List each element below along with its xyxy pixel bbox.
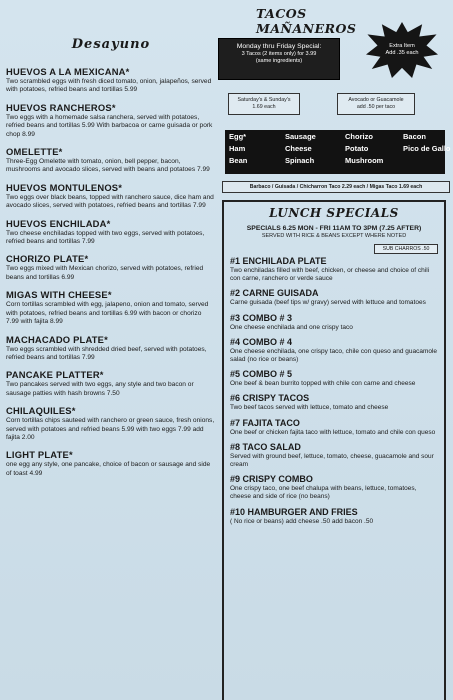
lunch-item: [230, 418, 438, 437]
breakfast-item-desc: one egg any style, one pancake, choice of bacon or sausage and side of toast 4.99: [6, 461, 211, 477]
breakfast-item: [6, 449, 216, 478]
ingredient-label: Bacon: [403, 132, 426, 141]
breakfast-item-desc: Two pancakes served with two eggs, any style and two bacon or sausage patties with hash browns 7.50: [6, 381, 194, 397]
breakfast-item-name: MACHACADO PLATE*: [6, 333, 108, 345]
tacos-title: TACOS MAÑANEROS: [256, 6, 357, 36]
lunch-item-name: #8 TACO SALAD: [230, 441, 301, 452]
lunch-item-name: #10 HAMBURGER AND FRIES: [230, 506, 358, 517]
lunch-item-name: #5 COMBO # 5: [230, 369, 293, 380]
lunch-item-desc: One cheese enchilada, one crispy taco, chile con queso and guacamole salad (no rice or beans): [230, 347, 438, 364]
extra-item-line1: Extra Item: [389, 43, 415, 49]
breakfast-item-desc: Three-Egg Omelette with tomato, onion, bell pepper, bacon, mushrooms and avocado slices, served with beans and potatoes 7.99: [6, 158, 210, 174]
lunch-item: [230, 369, 438, 388]
breakfast-item-name: LIGHT PLATE*: [6, 449, 73, 461]
lunch-item-name: #4 COMBO # 4: [230, 336, 293, 347]
breakfast-item-desc: Two eggs over black beans, topped with ranchero sauce, dice ham and avocado slices, served with potatoes, refried beans and tortillas 7.99: [6, 193, 214, 210]
lunch-item-desc: Served with ground beef, lettuce, tomato, cheese, guacamole and sour cream: [230, 452, 434, 469]
ingredient-label: Chorizo: [345, 132, 373, 141]
lunch-item: [230, 256, 438, 283]
breakfast-item: [6, 218, 216, 247]
breakfast-item: [6, 334, 216, 363]
breakfast-item-name: OMELETTE*: [6, 146, 63, 158]
ingredient-label: Mushroom: [345, 156, 384, 165]
breakfast-item-desc: Corn tortillas chips sauteed with ranchero or green sauce, fresh onions, served with potatoes and refried beans 5.99 with two eggs 7.99 add fajita 2.00: [6, 417, 215, 441]
breakfast-item-desc: Corn tortillas scrambled with egg, jalapeno, onion and tomato, served with potatoes, refried beans and tortillas 6.99 with bacon or chorizo 7.99 with fajita 8.99: [6, 301, 209, 326]
lunch-item-desc: One crispy taco, one beef chalupa with beans, lettuce, tomatoes, cheese and side of rice (no beans): [230, 485, 417, 501]
weekend-line2: 1.69 each: [252, 103, 276, 110]
breakfast-item: [6, 253, 216, 282]
breakfast-item-name: CHORIZO PLATE*: [6, 253, 89, 265]
weekend-line1: Saturday's & Sunday's: [237, 97, 291, 103]
breakfast-item-desc: Two eggs with a homemade salsa ranchera, served with potatoes, refried beans and tortillas 5.99 With barbacoa or carne guisada or pork chop 8.99: [6, 113, 213, 138]
lunch-item: [230, 313, 438, 332]
ingredient-label: Egg*: [229, 132, 247, 141]
weekday-special-banner: [218, 38, 340, 80]
breakfast-item: [6, 146, 216, 175]
avocado-line2: add .50 per taco: [356, 103, 396, 110]
breakfast-item-name: HUEVOS RANCHEROS*: [6, 101, 116, 113]
breakfast-item-name: MIGAS WITH CHEESE*: [6, 289, 112, 301]
breakfast-item-desc: Two eggs scrambled with shredded dried beef, served with potatoes, refried beans and tortillas 7.99: [6, 345, 207, 361]
lunch-item: [230, 337, 438, 364]
ingredient-label: Sausage: [285, 132, 316, 141]
lunch-specials-box: [222, 200, 446, 700]
lunch-item-name: #3 COMBO # 3: [230, 312, 293, 323]
lunch-list: [230, 256, 438, 526]
lunch-item-desc: Two beef tacos served with lettuce, tomato and cheese: [230, 404, 389, 412]
breakfast-item: [6, 182, 216, 211]
breakfast-column: [6, 0, 216, 485]
lunch-item-desc: Two enchiladas filled with beef, chicken, or cheese and choice of chili con carne, ranchero or verde sauce: [230, 267, 430, 283]
lunch-item-name: #9 CRISPY COMBO: [230, 474, 313, 485]
ingredient-label: Pico de Gallo: [403, 144, 451, 153]
ingredient-label: Cheese: [285, 144, 312, 153]
breakfast-item-desc: Two eggs mixed with Mexican chorizo, served with potatoes, refried beans and tortillas 6.99: [6, 265, 204, 281]
avocado-line1: Avocado or Guacamole: [348, 97, 404, 103]
lunch-item: [230, 442, 438, 469]
breakfast-item: [6, 66, 216, 95]
breakfast-item-name: HUEVOS MONTULENOS*: [6, 181, 123, 193]
lunch-item-desc: One beef or chicken fajita taco with lettuce, tomato and chile con queso: [230, 428, 436, 436]
taco-prices-strip: Barbaco / Guisada / Chicharron Taco 2.29 each / Migas Taco 1.69 each: [222, 181, 450, 193]
breakfast-item-name: PANCAKE PLATTER*: [6, 369, 104, 381]
ingredient-label: Ham: [229, 144, 246, 153]
breakfast-item-name: HUEVOS A LA MEXICANA*: [6, 66, 130, 77]
lunch-served-with: SERVED WITH RICE & BEANS EXCEPT WHERE NOTED: [261, 233, 407, 239]
breakfast-item-desc: Two cheese enchiladas topped with two eggs, served with potatoes, refried beans and tortillas 7.99: [6, 229, 205, 246]
lunch-item-desc: One cheese enchilada and one crispy taco: [230, 323, 353, 331]
lunch-item-desc: Carne guisada (beef tips w/ gravy) served with lettuce and tomatoes: [230, 299, 426, 307]
breakfast-item-name: HUEVOS ENCHILADA*: [6, 217, 111, 229]
weekday-special-line2: 3 Tacos (2 items only) for 3.99: [241, 51, 317, 57]
weekend-price-badge: [228, 93, 300, 115]
ingredient-label: Bean: [229, 156, 248, 165]
breakfast-title: Desayuno: [71, 37, 151, 52]
lunch-item-name: #1 ENCHILADA PLATE: [230, 256, 327, 266]
lunch-item: [230, 474, 438, 501]
taco-ingredients-grid: [225, 130, 451, 174]
avocado-price-badge: [337, 93, 415, 115]
lunch-item-name: #2 CARNE GUISADA: [230, 288, 319, 299]
lunch-item-desc: ( No rice or beans) add cheese .50 add bacon .50: [230, 517, 374, 525]
lunch-item-name: #7 FAJITA TACO: [230, 417, 300, 428]
lunch-item: [230, 393, 438, 412]
breakfast-item: [6, 102, 216, 139]
breakfast-item: [6, 369, 216, 398]
extra-item-text: [366, 43, 438, 57]
lunch-item: [230, 507, 438, 526]
lunch-title: LUNCH SPECIALS: [269, 206, 399, 220]
breakfast-item: [6, 289, 216, 326]
lunch-schedule: SPECIALS 6.25 MON - FRI 11AM TO 3PM (7.25 AFTER): [246, 225, 422, 232]
ingredient-label: Potato: [345, 144, 369, 153]
breakfast-list: [6, 66, 216, 478]
lunch-item: [230, 288, 438, 307]
ingredient-label: Spinach: [285, 156, 315, 165]
weekday-special-line3: (same ingredients): [255, 58, 303, 64]
lunch-item-desc: One beef & bean burrito topped with chile con carne and cheese: [230, 380, 416, 388]
breakfast-item: [6, 405, 216, 442]
breakfast-item-desc: Two scrambled eggs with fresh diced tomato, onion, jalapeños, served with potatoes, refried beans and tortillas 5.99: [6, 78, 212, 94]
extra-item-line2: Add .35 each: [385, 50, 419, 56]
lunch-item-name: #6 CRISPY TACOS: [230, 393, 310, 404]
weekday-special-line1: Monday thru Friday Special:: [236, 43, 322, 50]
sub-charros-badge: SUB CHARROS .50: [374, 244, 438, 254]
breakfast-item-name: CHILAQUILES*: [6, 405, 76, 417]
ingredient-label: [403, 156, 453, 168]
